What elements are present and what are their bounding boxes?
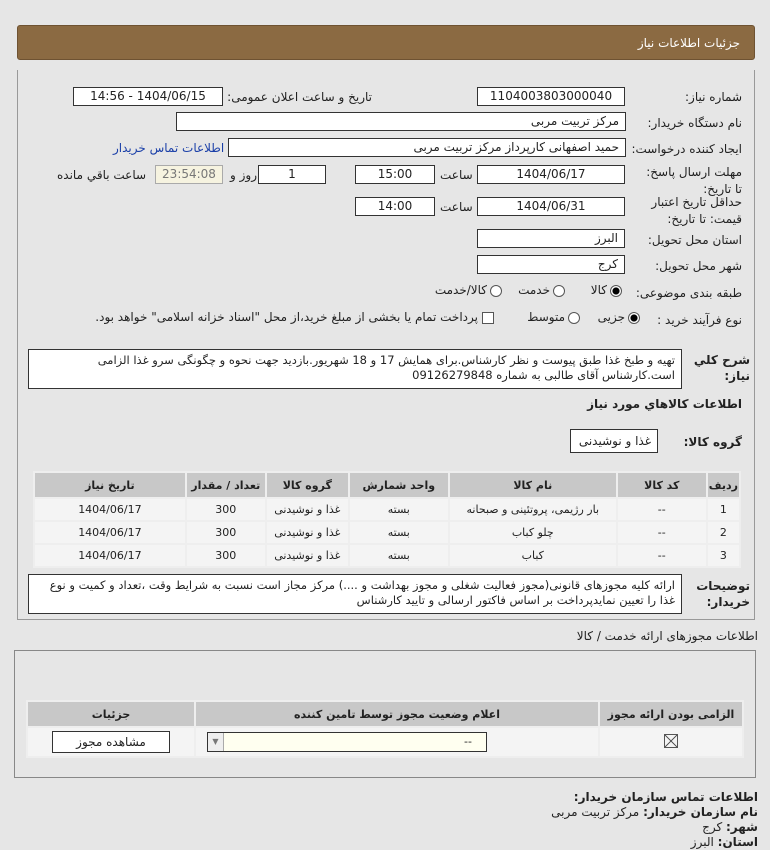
deadline-time-label: ساعت (440, 168, 473, 182)
col-code: کد کالا (617, 472, 707, 498)
required-checkbox-icon (664, 734, 678, 748)
table-cell: -- (617, 544, 707, 567)
table-cell: 300 (186, 544, 266, 567)
deadline-time-field: 15:00 (355, 165, 435, 184)
permits-table (26, 700, 744, 758)
validity-label: حداقل تاریخ اعتبار قیمت: تا تاریخ: (651, 195, 742, 226)
creator-label: ایجاد کننده درخواست: (631, 142, 742, 156)
option-label: متوسط (527, 310, 565, 324)
buyer-field: مرکز تربیت مربی (176, 112, 626, 131)
need-number-field: 1104003803000040 (477, 87, 625, 106)
creator-field: حمید اصفهانی کارپرداز مرکز تربیت مربی (228, 138, 626, 157)
process-radio-minor[interactable] (598, 310, 640, 324)
remaining-time-field: 23:54:08 (155, 165, 223, 184)
option-label: جزیی (597, 310, 625, 324)
deadline-date-field: 1404/06/17 (477, 165, 625, 184)
category-radio-service[interactable] (518, 283, 565, 297)
process-label: نوع فرآیند خرید : (657, 313, 742, 327)
view-permit-button[interactable]: مشاهده مجوز (52, 731, 170, 753)
dropdown-arrow-icon[interactable]: ▼ (208, 733, 224, 751)
radio-icon (568, 312, 580, 324)
col-name: نام کالا (449, 472, 617, 498)
radio-selected-icon (628, 312, 640, 324)
page-header (17, 25, 755, 60)
option-label: کالا (590, 283, 607, 297)
province-field: البرز (477, 229, 625, 248)
process-radio-medium[interactable] (527, 310, 580, 324)
goods-group-label: گروه کالا: (683, 435, 742, 449)
need-number-label: شماره نیاز: (685, 90, 742, 104)
col-permit-required: الزامی بودن ارائه مجوز (599, 701, 743, 727)
contact-org: مرکز تربیت مربی (551, 805, 640, 819)
treasury-payment-checkbox[interactable] (95, 310, 494, 324)
permit-status-value: -- (464, 735, 472, 748)
days-field: 1 (258, 165, 326, 184)
buyer-contact-link[interactable]: اطلاعات تماس خریدار (113, 141, 225, 155)
deadline-label: مهلت ارسال پاسخ: تا تاریخ: (646, 165, 742, 196)
col-unit: واحد شمارش (349, 472, 449, 498)
page-title: جزئیات اطلاعات نیاز (637, 36, 740, 50)
contact-province: البرز (690, 835, 714, 849)
remaining-label: ساعت باقي مانده (57, 168, 147, 182)
checkbox-icon (482, 312, 494, 324)
table-cell: بسته (349, 544, 449, 567)
category-label: طبقه بندی موضوعی: (635, 286, 742, 300)
table-cell: 1404/06/17 (34, 498, 186, 521)
contact-province-label: استان: (717, 835, 758, 849)
buyer-label: نام دستگاه خریدار: (647, 116, 742, 130)
category-radio-goods-service[interactable] (435, 283, 502, 297)
table-cell: 1404/06/17 (34, 544, 186, 567)
col-permit-status: اعلام وضعیت مجوز توسط تامین کننده (195, 701, 599, 727)
summary-label: شرح کلي نياز: (693, 353, 750, 383)
days-label: روز و (230, 168, 257, 182)
table-cell: بسته (349, 521, 449, 544)
table-cell: -- (617, 498, 707, 521)
table-cell: غذا و نوشیدنی (266, 521, 349, 544)
province-label: استان محل تحویل: (647, 233, 742, 247)
table-cell: غذا و نوشیدنی (266, 544, 349, 567)
contact-city: کرج (702, 820, 723, 834)
table-row (34, 521, 740, 544)
city-field: کرج (477, 255, 625, 274)
contact-org-label: نام سازمان خریدار: (643, 805, 758, 819)
table-cell: 1404/06/17 (34, 521, 186, 544)
table-row (34, 498, 740, 521)
buyer-notes-text: ارائه کلیه مجوزهای قانونی(مجوز فعالیت شغلی و مجوز بهداشت و ....) مرکز مجاز است نسبت به شرایط وقت ،تعداد و کمیت و نوع غذا را تعیین نمایدپرداخت بر اساس فاکتور ارسالی و تایید کارشناس (28, 574, 682, 614)
table-cell: 300 (186, 521, 266, 544)
table-cell: بسته (349, 498, 449, 521)
table-cell: 3 (707, 544, 740, 567)
validity-time-field: 14:00 (355, 197, 435, 216)
announce-field: 1404/06/15 - 14:56 (73, 87, 223, 106)
col-permit-details: جزئیات (27, 701, 195, 727)
table-cell: کباب (449, 544, 617, 567)
table-cell: -- (617, 521, 707, 544)
goods-group-field: غذا و نوشیدنی (570, 429, 658, 453)
summary-text: تهیه و طبخ غذا طبق پیوست و نظر کارشناس.برای همایش 17 و 18 شهریور.بازدید جهت نحوه و چگونگی سرو غذا الزامی است.کارشناس آقای طالبی به شماره 09126279848 (28, 349, 682, 389)
radio-icon (553, 285, 565, 297)
option-label: پرداخت تمام یا بخشی از مبلغ خرید،از محل "اسناد خزانه اسلامی" خواهد بود. (95, 310, 478, 324)
announce-label: تاریخ و ساعت اعلان عمومی: (227, 90, 372, 104)
contact-city-label: شهر: (726, 820, 758, 834)
contact-title: اطلاعات تماس سازمان خریدار: (573, 790, 758, 804)
table-cell: بار رژیمی، پروتئینی و صبحانه (449, 498, 617, 521)
category-radio-goods[interactable] (591, 283, 622, 297)
col-qty: تعداد / مقدار (186, 472, 266, 498)
contact-section (551, 790, 758, 850)
radio-selected-icon (610, 285, 622, 297)
table-cell: 2 (707, 521, 740, 544)
option-label: کالا/خدمت (434, 283, 487, 297)
goods-title: اطلاعات كالاهاي مورد نياز (587, 397, 742, 411)
table-cell: چلو کباب (449, 521, 617, 544)
col-row: رديف (707, 472, 740, 498)
table-row (34, 544, 740, 567)
table-cell: غذا و نوشیدنی (266, 498, 349, 521)
table-cell: 1 (707, 498, 740, 521)
col-date: تاریخ نیاز (34, 472, 186, 498)
buyer-notes-label: توضیحات خریدار: (696, 579, 750, 609)
goods-table (33, 471, 741, 568)
validity-time-label: ساعت (440, 200, 473, 214)
option-label: خدمت (518, 283, 550, 297)
col-group: گروه کالا (266, 472, 349, 498)
permits-title: اطلاعات مجوزهای ارائه خدمت / کالا (576, 629, 758, 643)
radio-icon (490, 285, 502, 297)
table-cell: 300 (186, 498, 266, 521)
permit-status-select[interactable] (207, 732, 487, 752)
validity-date-field: 1404/06/31 (477, 197, 625, 216)
city-label: شهر محل تحویل: (655, 259, 742, 273)
